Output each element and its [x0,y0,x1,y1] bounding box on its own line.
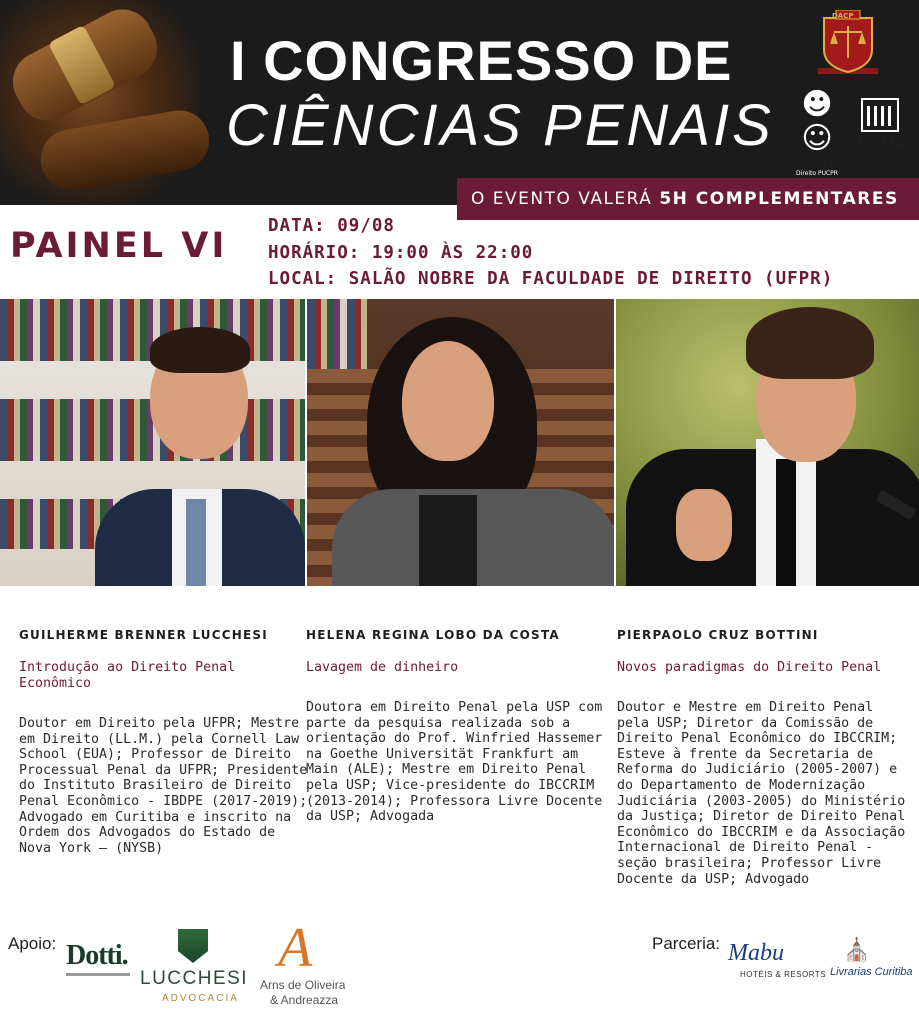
arns-logo-icon: A [278,917,313,979]
dotti-logo: Dotti. [66,940,128,971]
hand [676,489,732,561]
tie [186,499,206,586]
building-icon [861,98,899,132]
casp-logo [788,87,846,177]
cahs-logo-text: CAHS [857,134,908,151]
speaker-photo-bottini [616,299,919,586]
cahs-logo [857,98,908,160]
dacp-logo-text: DACP [832,12,854,20]
speaker-photo-costa [307,299,614,586]
hair [150,327,250,373]
speaker-topic: Introdução ao Direito Penal Econômico [19,660,236,691]
speaker-card [617,628,913,887]
partnership-label: Parceria: [652,934,721,953]
panel-title: PAINEL VI [10,226,228,266]
event-date: DATA: 09/08 [268,216,395,236]
speaker-name: HELENA REGINA LOBO DA COSTA [306,628,560,642]
speaker-bio: Doutor em Direito pela UFPR; Mestre em Direito (LL.M.) pela Cornell Law School (EUA); Professor de Direito Processual Penal da UFPR; Presidente do Instituto Brasileiro de Direito Penal Econômico - IBDPE (2017-2019); Advogado em Curitiba e inscrito na Ordem dos Advogados do Estado de Nova York – (NYSB) [19,716,308,856]
support-label: Apoio: [8,934,57,953]
gavel-image [0,0,200,205]
tie [776,459,796,586]
hours-banner [457,178,919,220]
face [402,341,494,461]
lucchesi-logo-sub: ADVOCACIA [162,993,239,1004]
arns-logo-line1: Arns de Oliveira [260,978,346,992]
banner-highlight: 5H COMPLEMENTARES [659,189,899,209]
top [419,495,477,586]
dotti-logo-underline [66,973,130,976]
speaker-name: PIERPAOLO CRUZ BOTTINI [617,628,819,642]
arns-logo-line2: & Andreazza [270,993,339,1007]
header-band [0,0,919,205]
theater-masks-icon: ☻☺ [801,87,833,156]
event-time: HORÁRIO: 19:00 ÀS 22:00 [268,243,534,263]
hair [746,307,874,379]
lucchesi-shield-icon [178,929,208,963]
event-title-line1: I CONGRESSO DE [230,29,733,92]
livrarias-icon: ⛪ [843,938,871,963]
casp-logo-subtext: Direito PUCPR [796,170,838,177]
speaker-topic: Novos paradigmas do Direito Penal [617,660,882,675]
speaker-card [19,628,314,856]
lucchesi-logo: LUCCHESI [140,968,249,989]
speaker-topic: Lavagem de dinheiro [306,660,459,675]
mabu-logo: Mabu [728,940,784,966]
speaker-bio: Doutor e Mestre em Direito Penal pela USP; Diretor da Comissão de Direito Penal Econômico do IBCCRIM; Esteve à frente da Secretaria de Reforma do Judiciário (2005-2007) e do Departamento de Modernização Judiciária (2003-2005) do Ministério da Justiça; Diretor de Direito Penal Econômico do IBCCRIM e da Associação Internacional de Direito Penal - seção brasileira; Professor Livre Docente da USP; Advogado [617,700,906,887]
speaker-photo-lucchesi [0,299,305,586]
casp-logo-text: CASP [795,155,839,171]
event-title-line2: CIÊNCIAS PENAIS [226,93,774,158]
speaker-bio: Doutora em Direito Penal pela USP com parte da pesquisa realizada sob a orientação do Prof. Winfried Hassemer na Goethe Universität Frankfurt am Main (ALE); Mestre em Direito Penal pela USP; Vice-presidente do IBCCRIM (2013-2014); Professora Livre Docente da USP; Advogada [306,700,603,825]
mabu-logo-sub: HOTÉIS & RESORTS [740,970,827,979]
speaker-name: GUILHERME BRENNER LUCCHESI [19,628,268,642]
speaker-card [306,628,606,825]
bookshelf [307,299,367,369]
gavel-block [36,106,214,195]
event-location: LOCAL: SALÃO NOBRE DA FACULDADE DE DIREITO (UFPR) [268,269,834,289]
banner-text: O EVENTO VALERÁ [471,189,660,209]
livrarias-logo: Livrarias Curitiba [830,966,913,978]
